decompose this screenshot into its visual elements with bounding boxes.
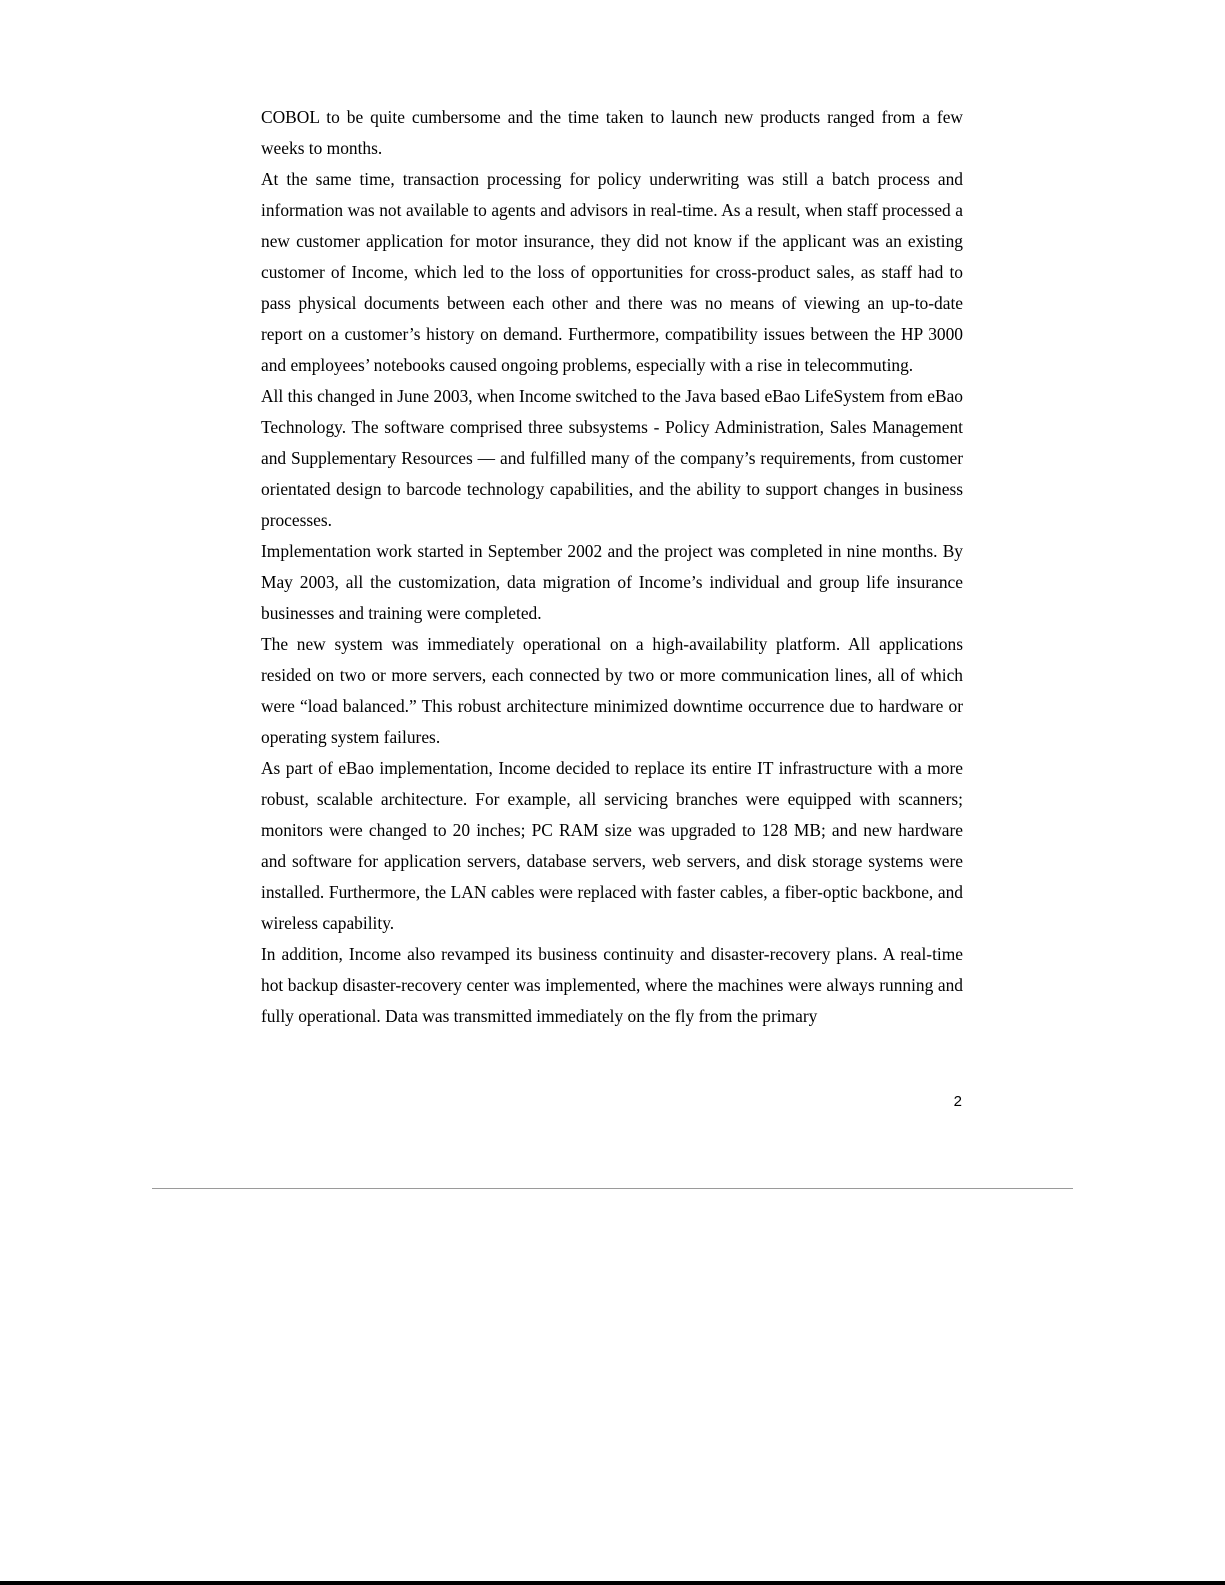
document-body [261, 102, 963, 1032]
paragraph-3: All this changed in June 2003, when Income switched to the Java based eBao LifeSystem from eBao Technology. The software comprised three subsystems - Policy Administration, Sales Management and Supplementary Resources — and fulfilled many of the company’s requirements, from customer orientated design to barcode technology capabilities, and the ability to support changes in business processes. [261, 386, 963, 530]
paragraph-4: Implementation work started in September 2002 and the project was completed in nine months. By May 2003, all the customization, data migration of Income’s individual and group life insurance businesses and training were completed. [261, 541, 963, 623]
paragraph-1: COBOL to be quite cumbersome and the time taken to launch new products ranged from a few weeks to months. [261, 107, 963, 158]
paragraph-7: In addition, Income also revamped its business continuity and disaster-recovery plans. A real-time hot backup disaster-recovery center was implemented, where the machines were always running and fully operational. Data was transmitted immediately on the fly from the primary [261, 944, 963, 1026]
paragraph-5: The new system was immediately operational on a high-availability platform. All applications resided on two or more servers, each connected by two or more communication lines, all of which were “load balanced.” This robust architecture minimized downtime occurrence due to hardware or operating system failures. [261, 634, 963, 747]
paragraph-6: As part of eBao implementation, Income decided to replace its entire IT infrastructure with a more robust, scalable architecture. For example, all servicing branches were equipped with scanners; monitors were changed to 20 inches; PC RAM size was upgraded to 128 MB; and new hardware and software for application servers, database servers, web servers, and disk storage systems were installed. Furthermore, the LAN cables were replaced with faster cables, a fiber-optic backbone, and wireless capability. [261, 758, 963, 933]
page-divider [152, 1188, 1073, 1189]
bottom-edge-border [0, 1581, 1225, 1585]
paragraph-2: At the same time, transaction processing for policy underwriting was still a batch process and information was not available to agents and advisors in real-time. As a result, when staff processed a new customer application for motor insurance, they did not know if the applicant was an existing customer of Income, which led to the loss of opportunities for cross-product sales, as staff had to pass physical documents between each other and there was no means of viewing an up-to-date report on a customer’s history on demand. Furthermore, compatibility issues between the HP 3000 and employees’ notebooks caused ongoing problems, especially with a rise in telecommuting. [261, 169, 963, 375]
page-number: 2 [953, 1093, 962, 1110]
